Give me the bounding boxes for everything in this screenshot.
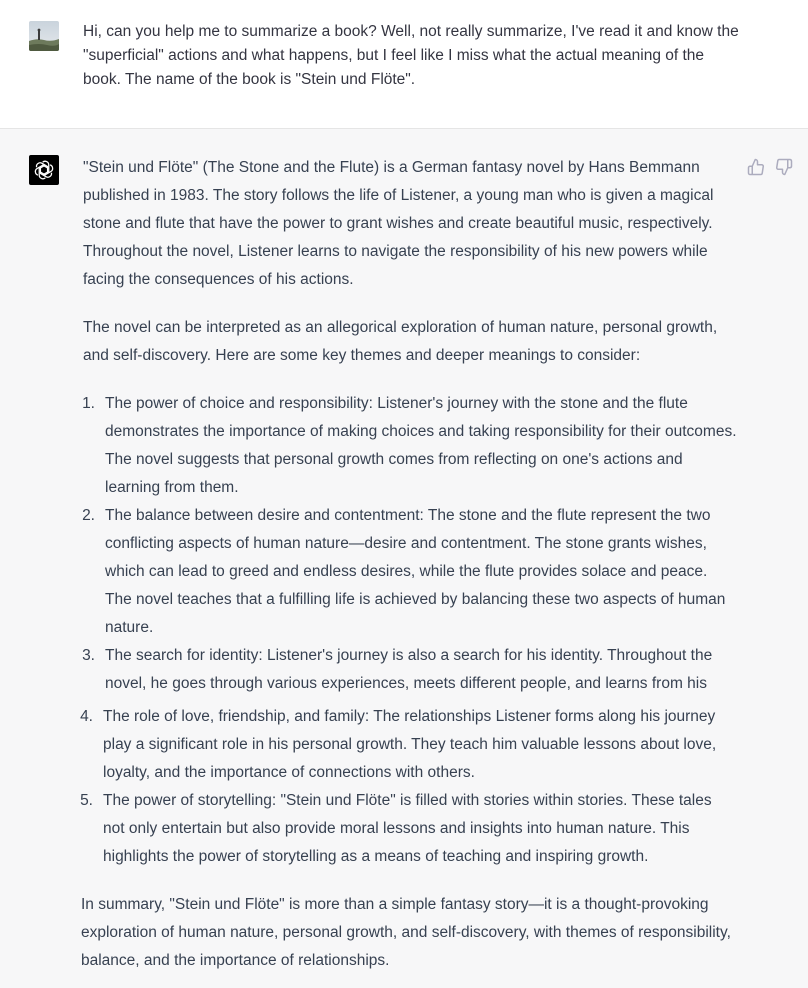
user-message [0,0,808,129]
summary-paragraph: In summary, "Stein und Flöte" is more than a simple fantasy story—it is a thought-provoking exploration of human nature, personal growth, and self-discovery, with themes of responsibility, balance, and the importance of relationships. [81,896,731,969]
list-item: The power of storytelling: "Stein und Flöte" is filled with stories within stories. These tales not only entertain but also provide moral lessons and insights into human nature. This highlights the power of storytelling as a means of teaching and inspiring growth. [103,792,712,865]
openai-logo-icon [29,155,59,185]
list-item: The balance between desire and contentment: The stone and the flute represent the two conflicting aspects of human nature—desire and contentment. The stone grants wishes, which can lead to greed and endless desires, while the flute provides solace and peace. The novel teaches that a fulfilling life is achieved by balancing these two aspects of human nature. [105,507,726,636]
list-item: The search for identity: Listener's journey is also a search for his identity. Throughout the novel, he goes through various experiences, meets different people, and learns from his [105,647,713,692]
list-item: The power of choice and responsibility: Listener's journey with the stone and the flute demonstrates the importance of making choices and taking responsibility for their outcomes. The novel suggests that personal growth comes from reflecting on one's actions and learning from them. [105,395,737,496]
list-item: The role of love, friendship, and family: The relationships Listener forms along his journey play a significant role in his personal growth. They teach him valuable lessons about love, loyalty, and the importance of connections with others. [103,708,717,781]
list-item-number: 5. [80,792,93,809]
user-message-text: Hi, can you help me to summarize a book? Well, not really summarize, I've read it and know the "superficial" actions and what happens, but I feel like I miss what the actual meaning of the book. The name of the book is "Stein und Flöte". [83,23,739,88]
intro-paragraph: "Stein und Flöte" (The Stone and the Flute) is a German fantasy novel by Hans Bemmann published in 1983. The story follows the life of Listener, a young man who is given a magical stone and flute that have the power to grant wishes and create beautiful music, respectively. Throughout the novel, Listener learns to navigate the responsibility of his new powers while facing the consequences of his actions. [83,159,714,288]
list-item-number: 3. [82,647,95,664]
themes-intro-paragraph: The novel can be interpreted as an allegorical exploration of human nature, personal growth, and self-discovery. Here are some key themes and deeper meanings to consider: [83,319,718,364]
list-item-number: 2. [82,507,95,524]
list-item-number: 1. [82,395,95,412]
assistant-message [0,130,808,988]
user-avatar [29,21,59,51]
thumbs-up-icon[interactable] [747,158,765,176]
thumbs-down-icon[interactable] [775,158,793,176]
list-item-number: 4. [80,708,93,725]
